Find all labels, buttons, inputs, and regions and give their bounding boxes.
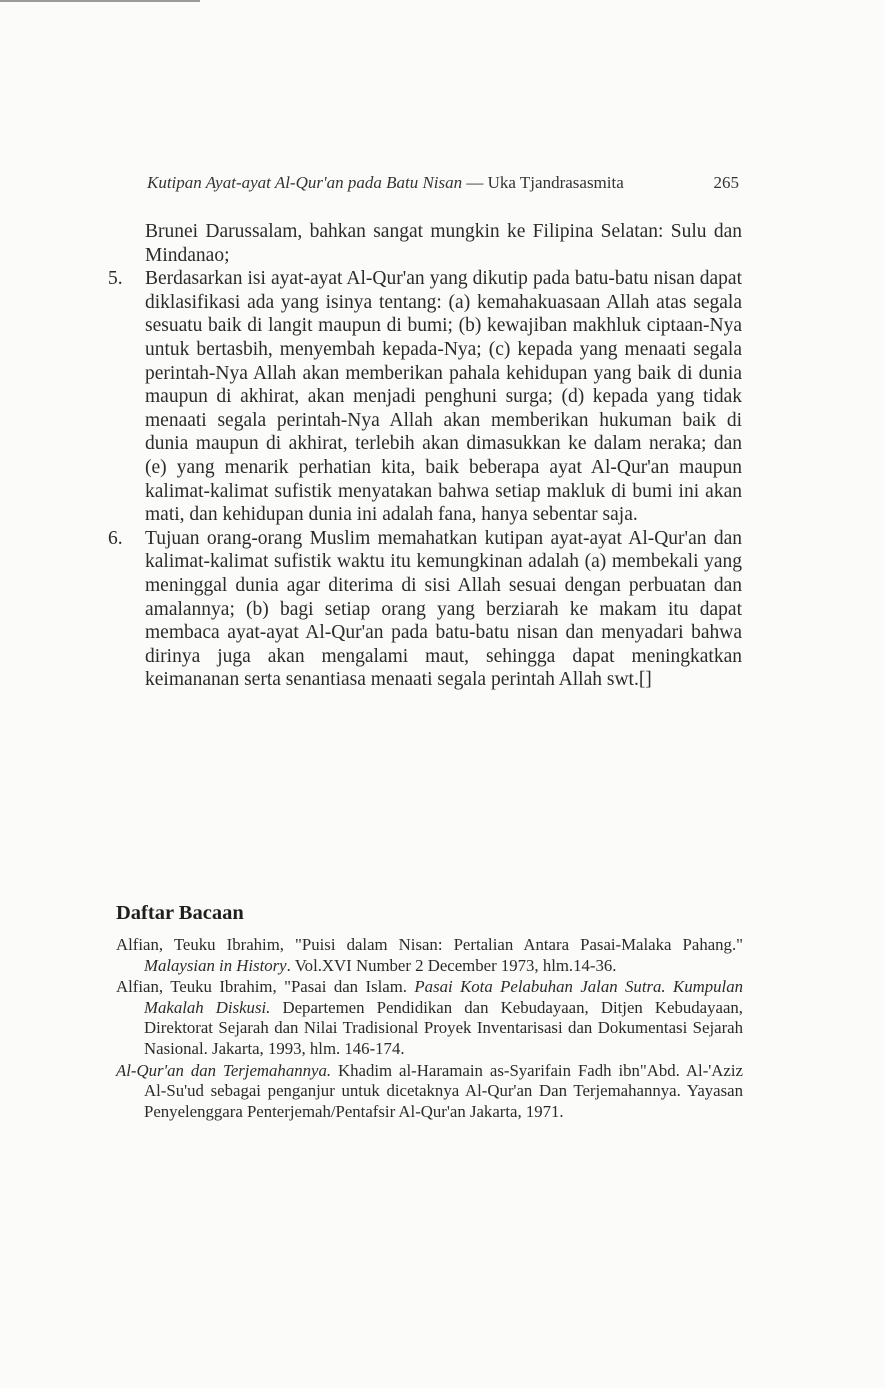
entry-text: . Vol.XVI Number 2 December 1973, hlm.14-36. [286, 955, 617, 975]
list-number: 5. [108, 268, 123, 290]
bibliography-entry [116, 1061, 743, 1123]
page-number: 265 [713, 173, 739, 192]
entry-text: Alfian, Teuku Ibrahim, "Puisi dalam Nisan: Pertalian Antara Pasai-Malaka Pahang." [116, 935, 743, 954]
list-item-text: Berdasarkan isi ayat-ayat Al-Qur'an yang dikutip pada batu-batu nisan dapat diklasifikasi ada yang isinya tentang: (a) kemahakuasaan Allah atas segala sesuatu baik di langit maupun di bumi; (b) kewajiban makhluk ciptaan-Nya untuk bertasbih, menyembah kepada-Nya; (c) kepada yang menaati segala perintah-Nya Allah akan memberikan pahala kehidupan yang baik di dunia maupun di akhirat, akan menjadi penghuni surga; (d) kepada yang tidak menaati segala perintah-Nya Allah akan memberikan hukuman baik di dunia maupun di akhirat, terlebih akan dimasukkan ke dalam neraka; dan (e) yang menarik perhatian kita, baik beberapa ayat Al-Qur'an maupun kalimat-kalimat sufistik menyatakan bahwa setiap makluk di bumi ini akan mati, dan kehidupan dunia ini adalah fana, hanya sebentar saja. [145, 268, 742, 526]
running-header [147, 172, 739, 194]
list-number: 6. [108, 527, 123, 549]
continuation-paragraph: Brunei Darussalam, bahkan sangat mungkin ke Filipina Selatan: Sulu dan Mindanao; [145, 221, 742, 266]
entry-text: Departemen Pendidikan dan Kebudayaan, Ditjen Kebudayaan, Direktorat Sejarah dan Nilai Tradisional Proyek Inventarisasi dan Dokumentasi Sejarah Nasional. Jakarta, 1993, hlm. 146-174. [144, 997, 743, 1058]
top-edge-rule [0, 0, 200, 2]
bibliography-list [116, 935, 743, 1123]
bibliography-entry [116, 977, 743, 1059]
bibliography-heading: Daftar Bacaan [116, 902, 244, 924]
body-text [108, 220, 742, 692]
bibliography-entry [116, 935, 743, 976]
entry-italic-title: Malaysian in History [144, 955, 287, 975]
list-item-6 [108, 527, 742, 692]
list-item-5 [108, 267, 742, 527]
running-header-title: Kutipan Ayat-ayat Al-Qur'an pada Batu Nisan [147, 173, 463, 192]
entry-text: Khadim al-Haramain as-Syarifain Fadh ibn"Abd. Al-'Aziz Al-Su'ud sebagai penganjur untuk dicetaknya Al-Qur'an Dan Terjemahannya. Yayasan Penyelenggara Penterjemah/Pentafsir Al-Qur'an Jakarta, 1971. [144, 1060, 743, 1121]
list-item-text: Tujuan orang-orang Muslim memahatkan kutipan ayat-ayat Al-Qur'an dan kalimat-kalimat sufistik waktu itu kemungkinan adalah (a) membekali yang meninggal dunia agar diterima di sisi Allah sesuai dengan perbuatan dan amalannya; (b) bagi setiap orang yang berziarah ke makam itu dapat membaca ayat-ayat Al-Qur'an pada batu-batu nisan dan menyadari bahwa dirinya juga akan mengalami maut, sehingga dapat meningkatkan keimananan serta senantiasa menaati segala perintah Allah swt.[] [145, 527, 742, 691]
entry-italic-title: Pasai Kota Pelabuhan Jalan Sutra. Kumpulan Makalah Diskusi. [144, 977, 743, 1017]
running-header-author: — Uka Tjandrasasmita [462, 173, 624, 192]
entry-text: Alfian, Teuku Ibrahim, "Pasai dan Islam. [116, 977, 415, 997]
entry-italic-title: Al-Qur'an dan Terjemahannya. [116, 1060, 332, 1080]
